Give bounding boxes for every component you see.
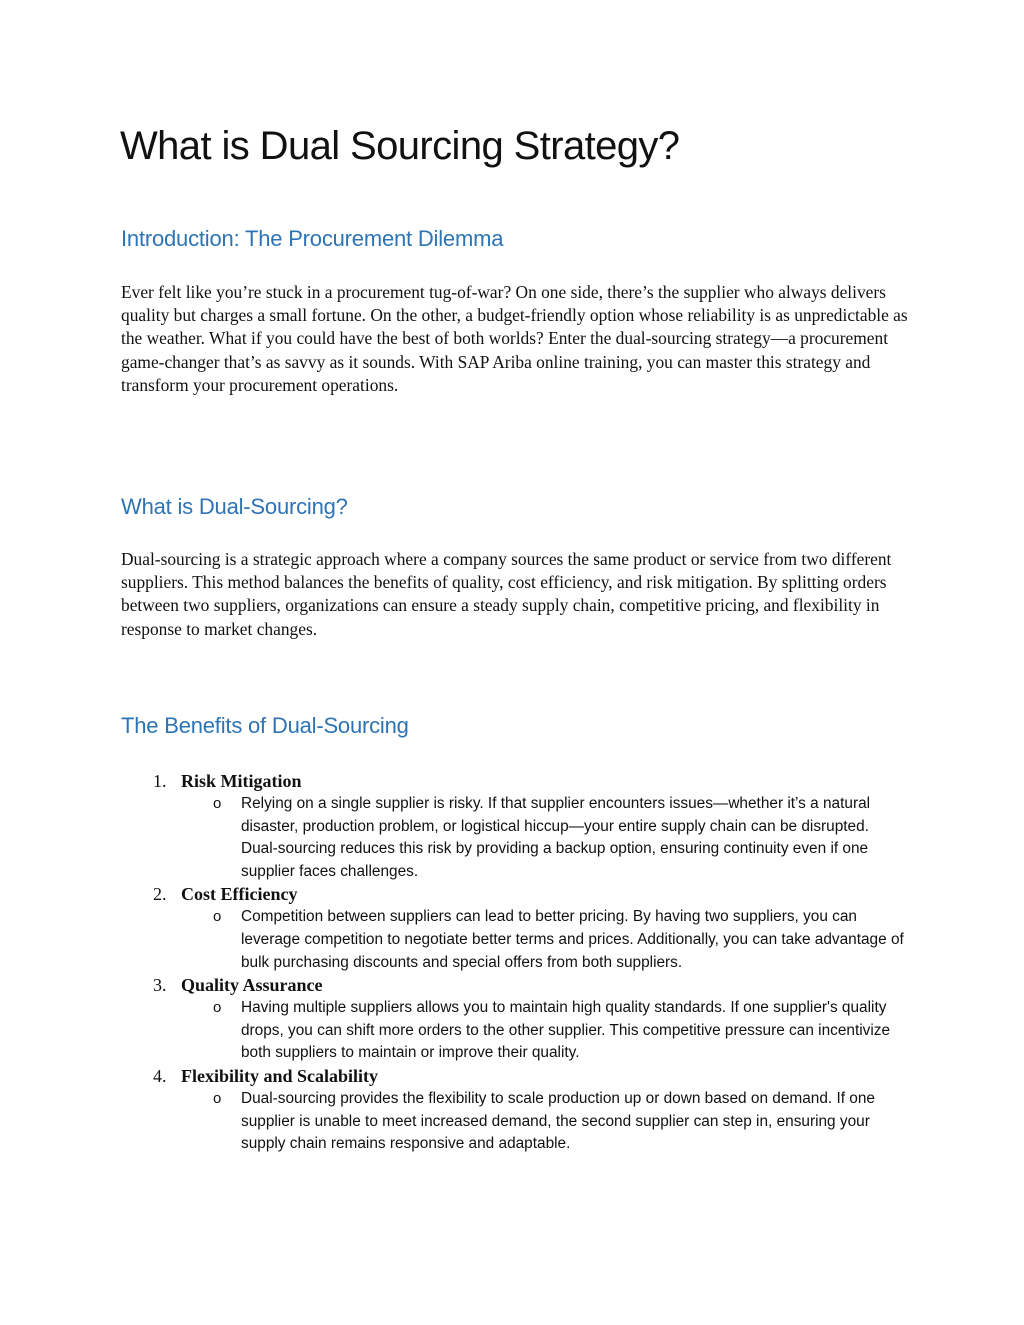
list-number: 3.: [153, 975, 167, 996]
sub-bullet-item: [121, 1088, 921, 1156]
benefit-detail: Having multiple suppliers allows you to maintain high quality standards. If one supplier's quality drops, you can shift more orders to the other supplier. This competitive pressure can incentivize both suppliers to maintain or improve their quality.: [241, 999, 891, 1062]
benefit-title: Risk Mitigation: [181, 771, 302, 791]
benefit-item-flexibility-scalability: [121, 1065, 921, 1156]
benefit-item-risk-mitigation: [121, 770, 921, 883]
benefit-detail: Relying on a single supplier is risky. If that supplier encounters issues—whether it’s a natural disaster, production problem, or logistical hiccup—your entire supply chain can be disrupted. Dual-sourcing reduces this risk by providing a backup option, ensuring continuity even if one supplier faces challenges.: [241, 795, 871, 880]
sub-bullet-item: [121, 997, 921, 1065]
section-heading-what-is-dual-sourcing: What is Dual-Sourcing?: [121, 494, 348, 519]
benefit-item-quality-assurance: [121, 974, 921, 1065]
introduction-paragraph: Ever felt like you’re stuck in a procurement tug-of-war? On one side, there’s the supplier who always delivers quality but charges a small fortune. On the other, a budget-friendly option whose reliability is as unpredictable as the weather. What if you could have the best of both worlds? Enter the dual-sourcing strategy—a procurement game-changer that’s as savvy as it sounds. With SAP Ariba online training, you can master this strategy and transform your procurement operations.: [121, 282, 908, 395]
section-heading-benefits: The Benefits of Dual-Sourcing: [121, 713, 409, 738]
definition-paragraph: Dual-sourcing is a strategic approach where a company sources the same product or service from two different suppliers. This method balances the benefits of quality, cost efficiency, and risk mitigation. By splitting orders between two suppliers, organizations can ensure a steady supply chain, competitive pricing, and flexibility in response to market changes.: [121, 549, 892, 639]
sub-bullet-item: [121, 793, 921, 883]
list-number: 1.: [153, 771, 167, 791]
circle-bullet-icon: o: [213, 908, 222, 926]
list-number: 2.: [153, 884, 167, 905]
list-number: 4.: [153, 1065, 167, 1086]
benefits-list: [121, 770, 921, 1156]
section-heading-introduction: Introduction: The Procurement Dilemma: [121, 226, 504, 251]
page-title: What is Dual Sourcing Strategy?: [120, 124, 680, 168]
circle-bullet-icon: o: [213, 795, 222, 812]
benefit-detail: Competition between suppliers can lead to better pricing. By having two suppliers, you can leverage competition to negotiate better terms and prices. Additionally, you can take advantage of bulk purchasing discounts and special offers from both suppliers.: [241, 908, 904, 971]
sub-bullet-item: [121, 906, 921, 974]
benefit-item-cost-efficiency: [121, 883, 921, 974]
benefit-title: Flexibility and Scalability: [181, 1065, 379, 1086]
circle-bullet-icon: o: [213, 999, 222, 1017]
benefit-title: Quality Assurance: [181, 975, 323, 996]
circle-bullet-icon: o: [213, 1089, 222, 1107]
benefit-title: Cost Efficiency: [181, 884, 298, 905]
benefit-detail: Dual-sourcing provides the flexibility to scale production up or down based on demand. If one supplier is unable to meet increased demand, the second supplier can step in, ensuring your supply chain remains responsive and adaptable.: [241, 1089, 875, 1153]
